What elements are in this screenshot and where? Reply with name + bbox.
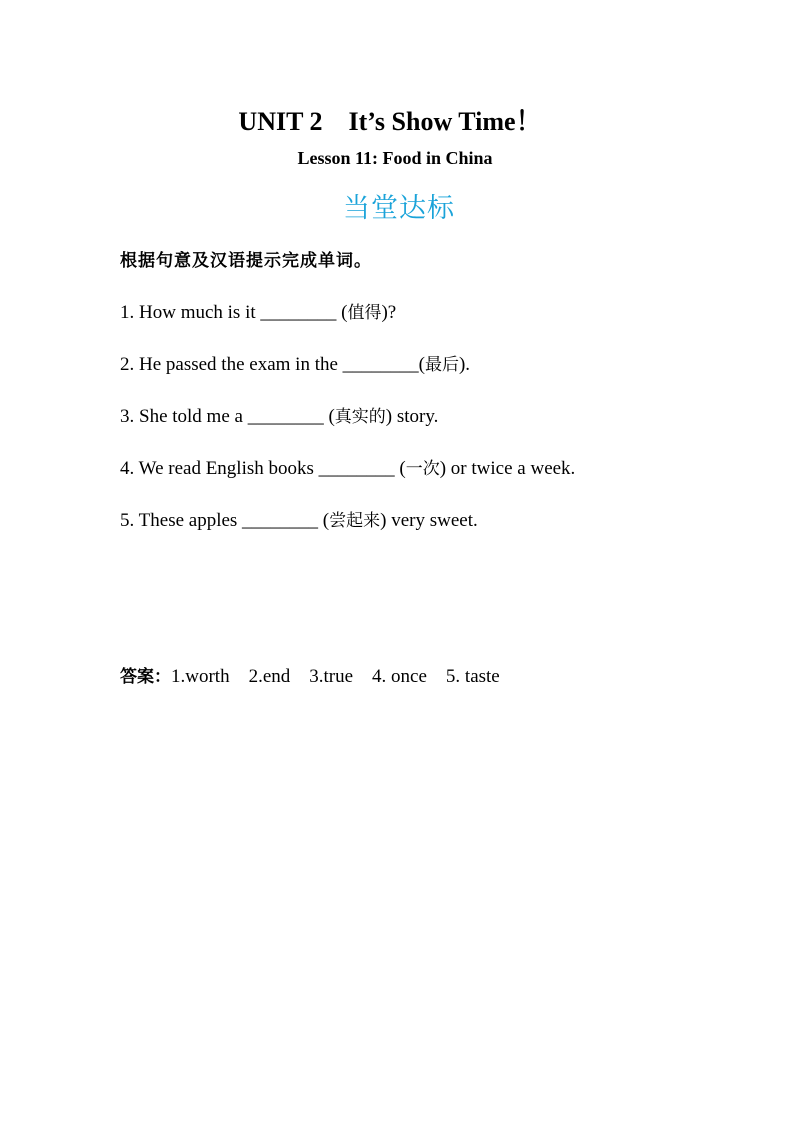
section-heading: 当堂达标 xyxy=(343,193,455,224)
lesson-subtitle: Lesson 11: Food in China xyxy=(297,148,493,168)
question-hint: 尝起来 xyxy=(329,511,381,531)
question-text-end: ) or twice a week. xyxy=(439,458,576,479)
question-3 xyxy=(120,402,438,428)
answer-key xyxy=(120,662,500,688)
instructions: 根据句意及汉语提示完成单词。 xyxy=(120,251,372,271)
question-text-end: )? xyxy=(381,302,397,323)
question-text-end: ). xyxy=(458,354,471,375)
question-hint: 一次 xyxy=(405,459,440,479)
question-text: 1. How much is it ________ ( xyxy=(120,302,348,323)
question-text-end: ) very sweet. xyxy=(380,510,478,531)
question-text: 3. She told me a ________ ( xyxy=(120,406,335,427)
answer-text: 1.worth 2.end 3.true 4. once 5. taste xyxy=(171,666,500,687)
question-text: 4. We read English books ________ ( xyxy=(120,458,406,479)
question-hint: 真实的 xyxy=(334,407,386,427)
unit-title: UNIT 2 It’s Show Time！ xyxy=(238,107,542,136)
question-4 xyxy=(120,454,575,480)
answer-label: 答案： xyxy=(120,667,171,687)
question-text: 2. He passed the exam in the ________( xyxy=(120,354,425,375)
question-hint: 最后 xyxy=(424,355,459,375)
question-1 xyxy=(120,298,396,324)
question-5 xyxy=(120,506,478,532)
question-text-end: ) story. xyxy=(385,406,439,427)
question-hint: 值得 xyxy=(347,303,382,323)
question-text: 5. These apples ________ ( xyxy=(120,510,330,531)
question-2 xyxy=(120,350,470,376)
